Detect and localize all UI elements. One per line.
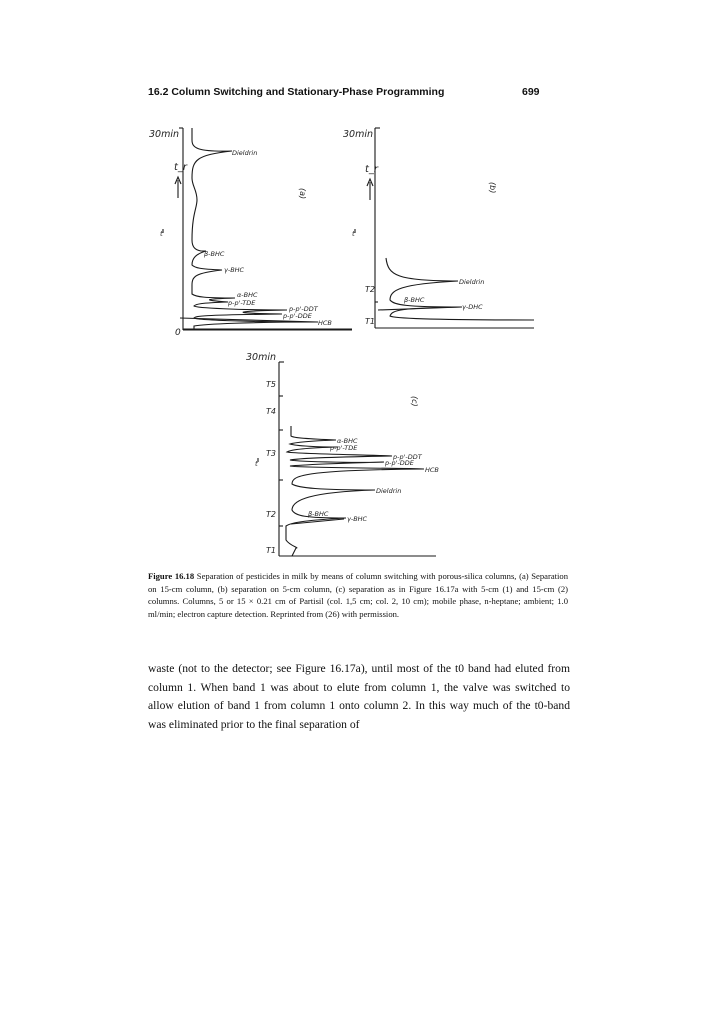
- panel-b-chromatogram-trace: [386, 258, 534, 320]
- panel-c-peak-tde: p-p'-TDE: [330, 444, 358, 452]
- panel-b-mark-t2: T2: [365, 285, 375, 294]
- panel-b: [355, 128, 534, 328]
- panel-c-mark-t4: T4: [266, 407, 276, 416]
- panel-b-peak-beta-bhc: β-BHC: [404, 296, 425, 304]
- panel-a-peak-beta-bhc: β-BHC: [204, 250, 225, 258]
- body-text: [148, 660, 570, 734]
- panel-b-axis-label: t_r: [365, 164, 379, 175]
- figure-caption-text: Separation of pesticides in milk by means of column switching with porous-silica columns, (a) Separation on 15-cm column, (b) separation on 5-cm column, (c) separation as in Figure 16.17a with 5-cm (1) and 15-cm (2) columns. Columns, 5 or 15 × 0.21 cm of Partisil (col. 1,5 cm; col. 2, 10 cm); mobile phase, n-heptane; ambient; 1.0 ml/min; electron capture detection. Reprinted from (26) with permission.: [148, 571, 568, 619]
- panel-c-time-label: 30min: [246, 352, 277, 363]
- panel-b-peak-line: [378, 307, 461, 310]
- panel-c-peak-alpha-bhc: α-BHC: [337, 437, 358, 445]
- panel-b-dash-label: t: [352, 230, 355, 238]
- panel-c-dash-label: t: [255, 460, 258, 468]
- page-number: 699: [522, 86, 540, 98]
- panel-a-dash-label: t: [160, 230, 163, 238]
- panel-c-peak-dieldrin: Dieldrin: [376, 487, 402, 495]
- panel-c-peak-gamma-bhc: γ-BHC: [347, 515, 368, 523]
- panel-b-panel-label: (b): [488, 182, 497, 194]
- panel-b-time-label: 30min: [343, 129, 374, 140]
- running-title: 16.2 Column Switching and Stationary-Phase Programming: [148, 86, 445, 98]
- panel-a-peak-dde: p-p'-DDE: [283, 312, 312, 320]
- panel-a-origin-label: 0: [175, 328, 181, 338]
- panel-c-mark-t5: T5: [266, 380, 276, 389]
- panel-a-axis-label: t_r: [174, 162, 188, 173]
- panel-a-peak-hcb: HCB: [318, 319, 332, 327]
- panel-c-peak-dde: p-p'-DDE: [385, 459, 414, 467]
- panel-b-peak-dieldrin: Dieldrin: [459, 278, 485, 286]
- panel-b-peak-gamma-dhc: γ-DHC: [462, 303, 483, 311]
- figure-caption: [148, 570, 568, 620]
- panel-a-peak-dieldrin: Dieldrin: [232, 149, 258, 157]
- body-paragraph: waste (not to the detector; see Figure 16.17a), until most of the t0 band had eluted from column 1. When band 1 was about to elute from column 1, the valve was switched to allow elution of band 1 from column 1 onto column 2. In this way much of the t0-band was eliminated prior to the final separation of: [148, 662, 570, 731]
- panel-a: [163, 128, 352, 330]
- panel-b-mark-t1: T1: [365, 317, 375, 326]
- panel-c-mark-t1: T1: [266, 546, 276, 555]
- panel-c-mark-t3: T3: [266, 449, 276, 458]
- panel-a-peak-tde: p-p'-TDE: [228, 299, 256, 307]
- figure-caption-label: Figure 16.18: [148, 571, 195, 581]
- panel-a-peak-ddt: p-p'-DDT: [289, 305, 318, 313]
- panel-a-time-label: 30min: [149, 129, 180, 140]
- panel-c-peak-beta-bhc: β-BHC: [308, 510, 329, 518]
- panel-c-peak-ddt: p-p'-DDT: [393, 453, 422, 461]
- panel-c-peak-hcb: HCB: [425, 466, 439, 474]
- panel-a-peak-alpha-bhc: α-BHC: [237, 291, 258, 299]
- panel-c-mark-t2: T2: [266, 510, 276, 519]
- panel-c-panel-label: (c): [410, 396, 419, 407]
- panel-a-panel-label: (a): [298, 188, 307, 200]
- panel-a-peak-gamma-bhc: γ-BHC: [224, 266, 245, 274]
